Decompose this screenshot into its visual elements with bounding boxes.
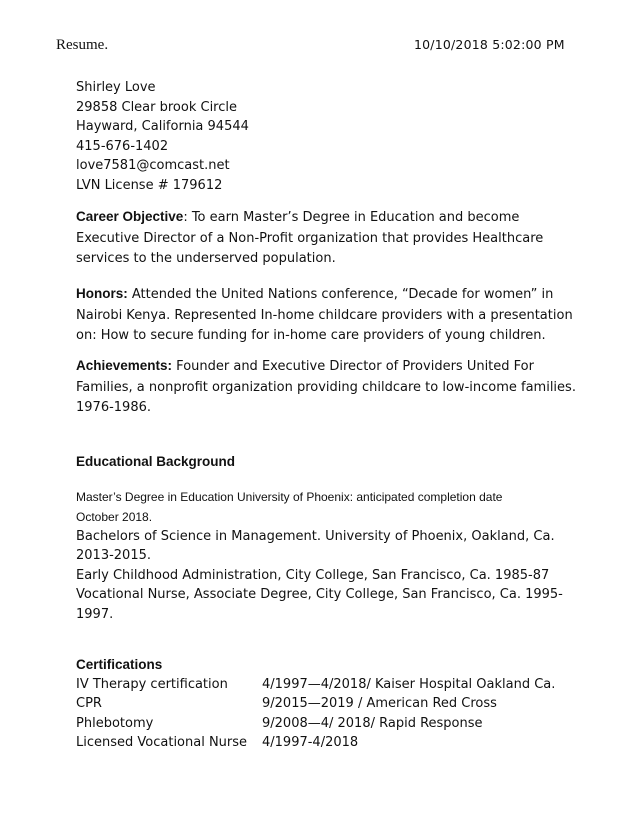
achievements-text: Founder and Executive Director of Providers United For Families, a nonprofit organization providing childcare to low-income families. 1976-1986.: [76, 359, 576, 415]
certification-detail: 9/2008—4/ 2018/ Rapid Response: [262, 715, 483, 731]
contact-license: LVN License # 179612: [76, 177, 223, 193]
contact-phone: 415-676-1402: [76, 138, 169, 154]
certification-detail: 9/2015—2019 / American Red Cross: [262, 696, 497, 712]
certification-row: [76, 675, 555, 694]
career-objective-label: Career Objective: [76, 209, 184, 224]
masters-degree-line: Master’s Degree in Education University of Phoenix: anticipated completion date: [76, 490, 503, 504]
honors-section: [76, 284, 576, 347]
achievements-label: Achievements:: [76, 358, 173, 373]
education-line: 2013-2015.: [76, 548, 151, 564]
timestamp: 10/10/2018 5:02:00 PM: [414, 37, 565, 52]
certification-row: [76, 694, 555, 713]
contact-email: love7581@comcast.net: [76, 158, 230, 174]
contact-street: 29858 Clear brook Circle: [76, 99, 238, 115]
honors-label: Honors:: [76, 286, 128, 301]
education-line: Vocational Nurse, Associate Degree, City College, San Francisco, Ca. 1995-: [76, 587, 563, 603]
document-title: Resume.: [56, 37, 109, 53]
education-heading: Educational Background: [76, 454, 236, 469]
certification-detail: 4/1997-4/2018: [262, 734, 359, 750]
education-line: Early Childhood Administration, City College, San Francisco, Ca. 1985-87: [76, 567, 550, 583]
career-objective-section: [76, 207, 576, 270]
career-objective-text: : To earn Master’s Degree in Education and become Executive Director of a Non-Profit organization that provides Healthcare services to the underserved population.: [76, 210, 544, 266]
certifications-table: [76, 675, 555, 752]
certification-name: CPR: [76, 696, 102, 712]
masters-degree-date: October 2018.: [76, 510, 153, 524]
certification-name: Licensed Vocational Nurse: [76, 734, 248, 750]
certification-name: Phlebotomy: [76, 715, 154, 731]
education-list: [76, 527, 576, 624]
contact-name: Shirley Love: [76, 80, 156, 95]
contact-city: Hayward, California 94544: [76, 119, 249, 135]
honors-text: Attended the United Nations conference, “Decade for women” in Nairobi Kenya. Represented In-home childcare providers with a presentation on: How to secure funding for in-home care providers of young children.: [76, 287, 573, 343]
education-line: Bachelors of Science in Management. University of Phoenix, Oakland, Ca.: [76, 529, 555, 544]
education-line: 1997.: [76, 606, 114, 622]
certification-row: [76, 733, 555, 752]
certification-row: [76, 714, 555, 733]
certification-detail: 4/1997—4/2018/ Kaiser Hospital Oakland Ca.: [262, 677, 556, 692]
contact-block: [76, 78, 249, 196]
certification-name: IV Therapy certification: [76, 677, 228, 692]
achievements-section: [76, 356, 576, 419]
certifications-heading: Certifications: [76, 657, 163, 672]
